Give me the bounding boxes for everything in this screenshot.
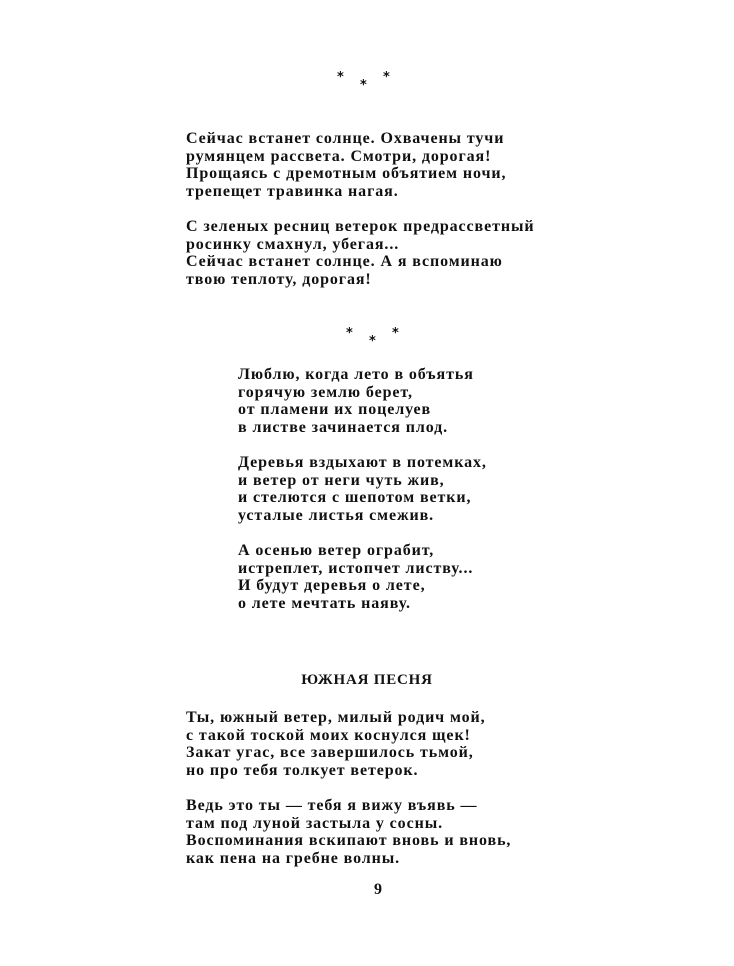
poem-stanza xyxy=(186,130,506,200)
verse-line: Деревья вздыхают в потемках, xyxy=(238,454,487,471)
section-separator xyxy=(337,71,397,95)
poem-stanza xyxy=(186,218,534,288)
verse-line: А осенью ветер ограбит, xyxy=(238,542,435,559)
asterisk: * xyxy=(337,70,344,85)
verse-line: Сейчас встанет солнце. Охвачены тучи xyxy=(186,130,505,147)
poem-stanza xyxy=(238,454,487,524)
poem-stanza xyxy=(186,709,486,779)
verse-line: С зеленых ресниц ветерок предрассветный xyxy=(186,218,535,235)
poem-stanza xyxy=(238,366,474,436)
verse-line: от пламени их поцелуев xyxy=(238,401,432,419)
section-separator xyxy=(346,327,406,351)
verse-line: румянцем рассвета. Смотри, дорогая! xyxy=(186,147,492,165)
asterisk: * xyxy=(360,78,367,93)
verse-line: Воспоминания вскипают вновь и вновь, xyxy=(186,832,512,850)
verse-line: горячую землю берет, xyxy=(238,383,413,401)
verse-line: Сейчас встанет солнце. А я вспоминаю xyxy=(186,253,503,271)
verse-line: в листве зачинается плод. xyxy=(238,418,449,436)
verse-line: твою теплоту, дорогая! xyxy=(186,270,372,288)
verse-line: но про тебя толкует ветерок. xyxy=(186,761,419,779)
verse-line: и стелются с шепотом ветки, xyxy=(238,489,472,507)
verse-line: там под луной застыла у сосны. xyxy=(186,814,443,832)
verse-line: как пена на гребне волны. xyxy=(186,849,401,867)
asterisk: * xyxy=(369,334,376,349)
verse-line: с такой тоской моих коснулся щек! xyxy=(186,726,471,744)
verse-line: усталые листья смежив. xyxy=(238,506,435,524)
poem-stanza xyxy=(238,542,473,612)
verse-line: истреплет, истопчет листву... xyxy=(238,559,474,577)
verse-line: И будут деревья о лете, xyxy=(238,577,426,595)
verse-line: и ветер от неги чуть жив, xyxy=(238,471,445,489)
asterisk: * xyxy=(383,70,390,85)
verse-line: Ведь это ты — тебя я вижу въявь — xyxy=(186,797,478,814)
poem-stanza xyxy=(186,797,511,867)
asterisk: * xyxy=(392,326,399,341)
verse-line: о лете мечтать наяву. xyxy=(238,594,411,612)
verse-line: росинку смахнул, убегая... xyxy=(186,235,400,253)
verse-line: Люблю, когда лето в объятья xyxy=(238,366,474,383)
verse-line: Закат угас, все завершилось тьмой, xyxy=(186,744,474,762)
page-number: 9 xyxy=(374,881,382,898)
verse-line: Ты, южный ветер, милый родич мой, xyxy=(186,709,486,726)
verse-line: Прощаясь с дремотным объятием ночи, xyxy=(186,165,507,183)
poem-title: ЮЖНАЯ ПЕСНЯ xyxy=(301,672,433,688)
asterisk: * xyxy=(346,326,353,341)
verse-line: трепещет травинка нагая. xyxy=(186,182,399,200)
